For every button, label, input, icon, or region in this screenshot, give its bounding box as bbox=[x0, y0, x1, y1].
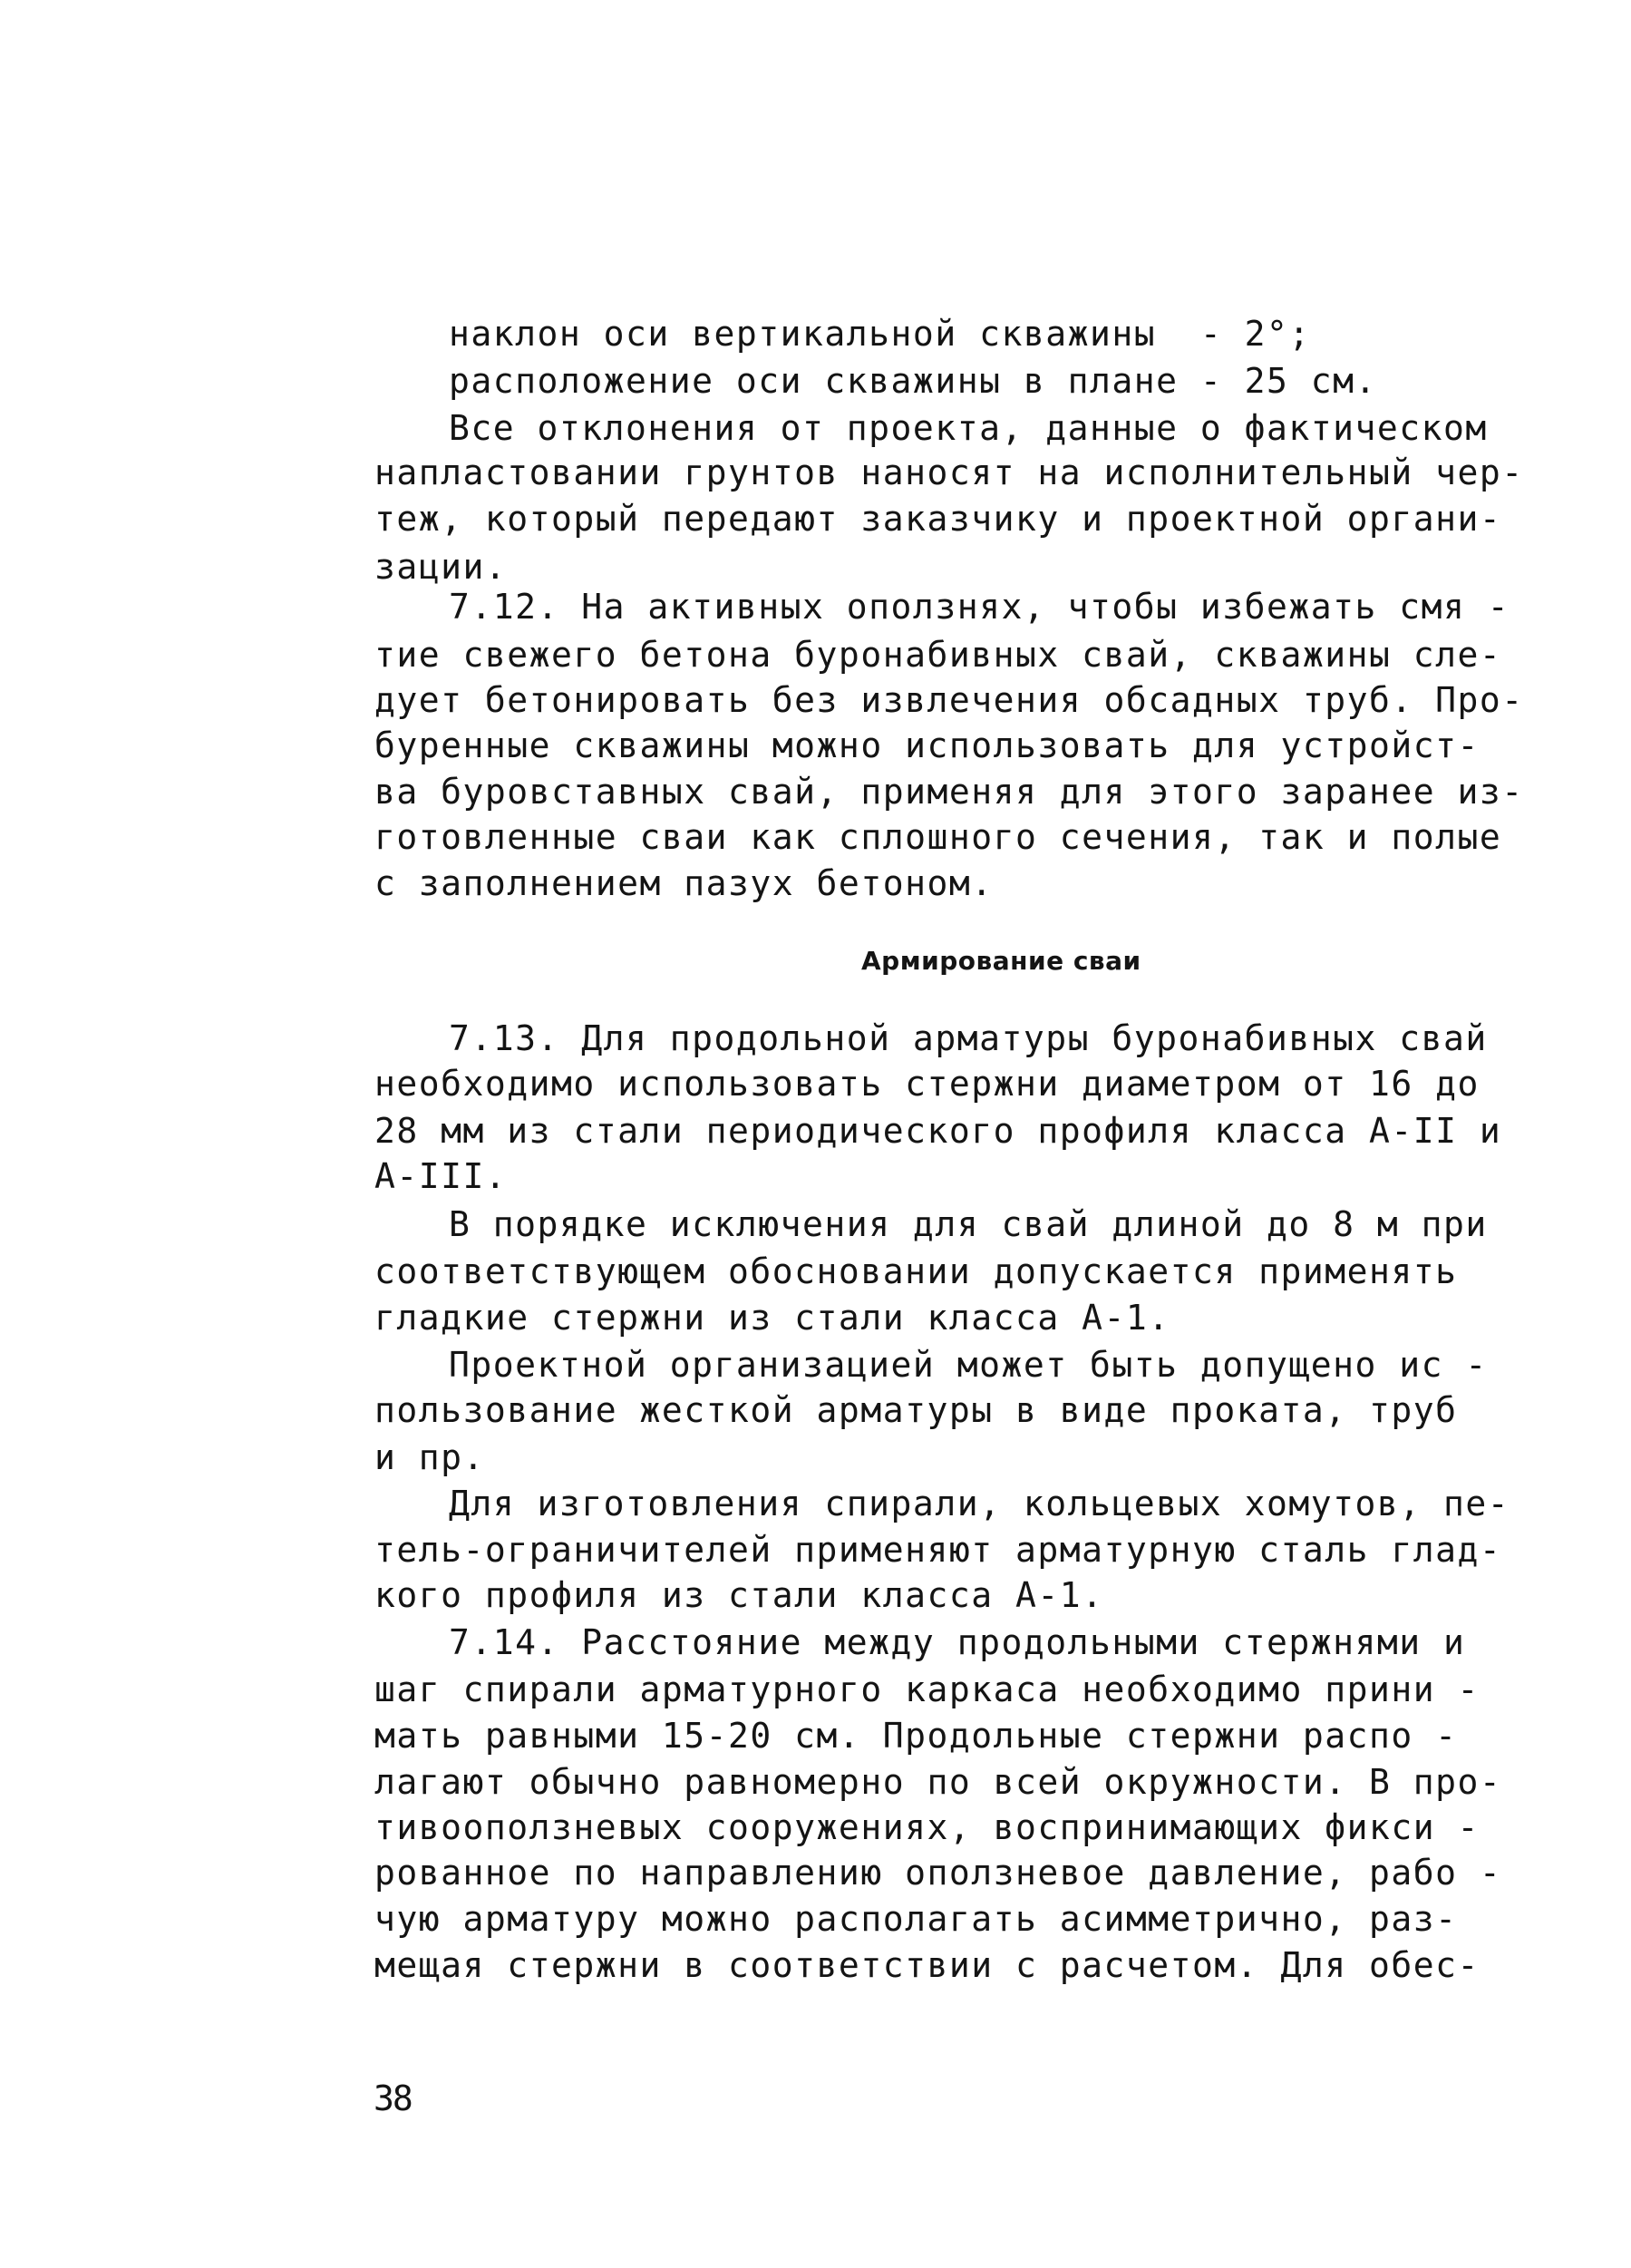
text-line: тель-ограничителей применяют арматурную сталь глад- bbox=[374, 1530, 1502, 1570]
text-line: кого профиля из стали класса А-1. bbox=[374, 1575, 1104, 1615]
text-line: наклон оси вертикальной скважины - 2°; bbox=[449, 314, 1311, 354]
text-line: и пр. bbox=[374, 1437, 485, 1477]
text-line: мещая стержни в соответствии с расчетом. Для обес- bbox=[374, 1945, 1480, 1985]
text-line: 7.12. На активных оползнях, чтобы избежать смя - bbox=[449, 587, 1510, 627]
text-line: рованное по направлению оползневое давление, рабо - bbox=[374, 1853, 1502, 1893]
section-heading: Армирование сваи bbox=[861, 946, 1141, 976]
text-line: Для изготовления спирали, кольцевых хомутов, пе- bbox=[449, 1484, 1510, 1523]
text-line: напластовании грунтов наносят на исполнительный чер- bbox=[374, 453, 1524, 492]
text-line: буренные скважины можно использовать для устройст- bbox=[374, 725, 1480, 765]
text-line: Все отклонения от проекта, данные о фактическом bbox=[449, 408, 1488, 448]
text-line: пользование жесткой арматуры в виде проката, труб bbox=[374, 1390, 1458, 1430]
text-line: чую арматуру можно располагать асимметрично, раз- bbox=[374, 1899, 1458, 1939]
text-line: необходимо использовать стержни диаметром от 16 до bbox=[374, 1064, 1480, 1104]
text-line: В порядке исключения для свай длиной до 8 м при bbox=[449, 1204, 1488, 1244]
text-line: А-III. bbox=[374, 1156, 508, 1196]
text-line: готовленные сваи как сплошного сечения, так и полые bbox=[374, 817, 1502, 857]
text-line: расположение оси скважины в плане - 25 см. bbox=[449, 361, 1377, 401]
text-line: зации. bbox=[374, 547, 508, 587]
text-line: шаг спирали арматурного каркаса необходимо прини - bbox=[374, 1669, 1480, 1709]
page-number: 38 bbox=[374, 2078, 412, 2118]
text-line: ва буровставных свай, применяя для этого заранее из- bbox=[374, 772, 1524, 812]
text-line: 7.13. Для продольной арматуры буронабивных свай bbox=[449, 1018, 1488, 1058]
text-line: 7.14. Расстояние между продольными стержнями и bbox=[449, 1622, 1466, 1662]
text-line: Проектной организацией может быть допущено ис - bbox=[449, 1345, 1488, 1385]
text-line: с заполнением пазух бетоном. bbox=[374, 863, 994, 903]
text-line: лагают обычно равномерно по всей окружности. В про- bbox=[374, 1762, 1502, 1802]
text-line: тивооползневых сооружениях, воспринимающих фикси - bbox=[374, 1807, 1480, 1847]
text-line: тие свежего бетона буронабивных свай, скважины сле- bbox=[374, 635, 1502, 675]
text-line: 28 мм из стали периодического профиля класса А-II и bbox=[374, 1111, 1502, 1151]
text-line: дует бетонировать без извлечения обсадных труб. Про- bbox=[374, 680, 1524, 720]
text-line: теж, который передают заказчику и проектной органи- bbox=[374, 499, 1502, 539]
text-line: соответствующем обосновании допускается применять bbox=[374, 1251, 1458, 1291]
text-line: мать равными 15-20 см. Продольные стержни распо - bbox=[374, 1716, 1458, 1756]
text-line: гладкие стержни из стали класса А-1. bbox=[374, 1298, 1170, 1338]
